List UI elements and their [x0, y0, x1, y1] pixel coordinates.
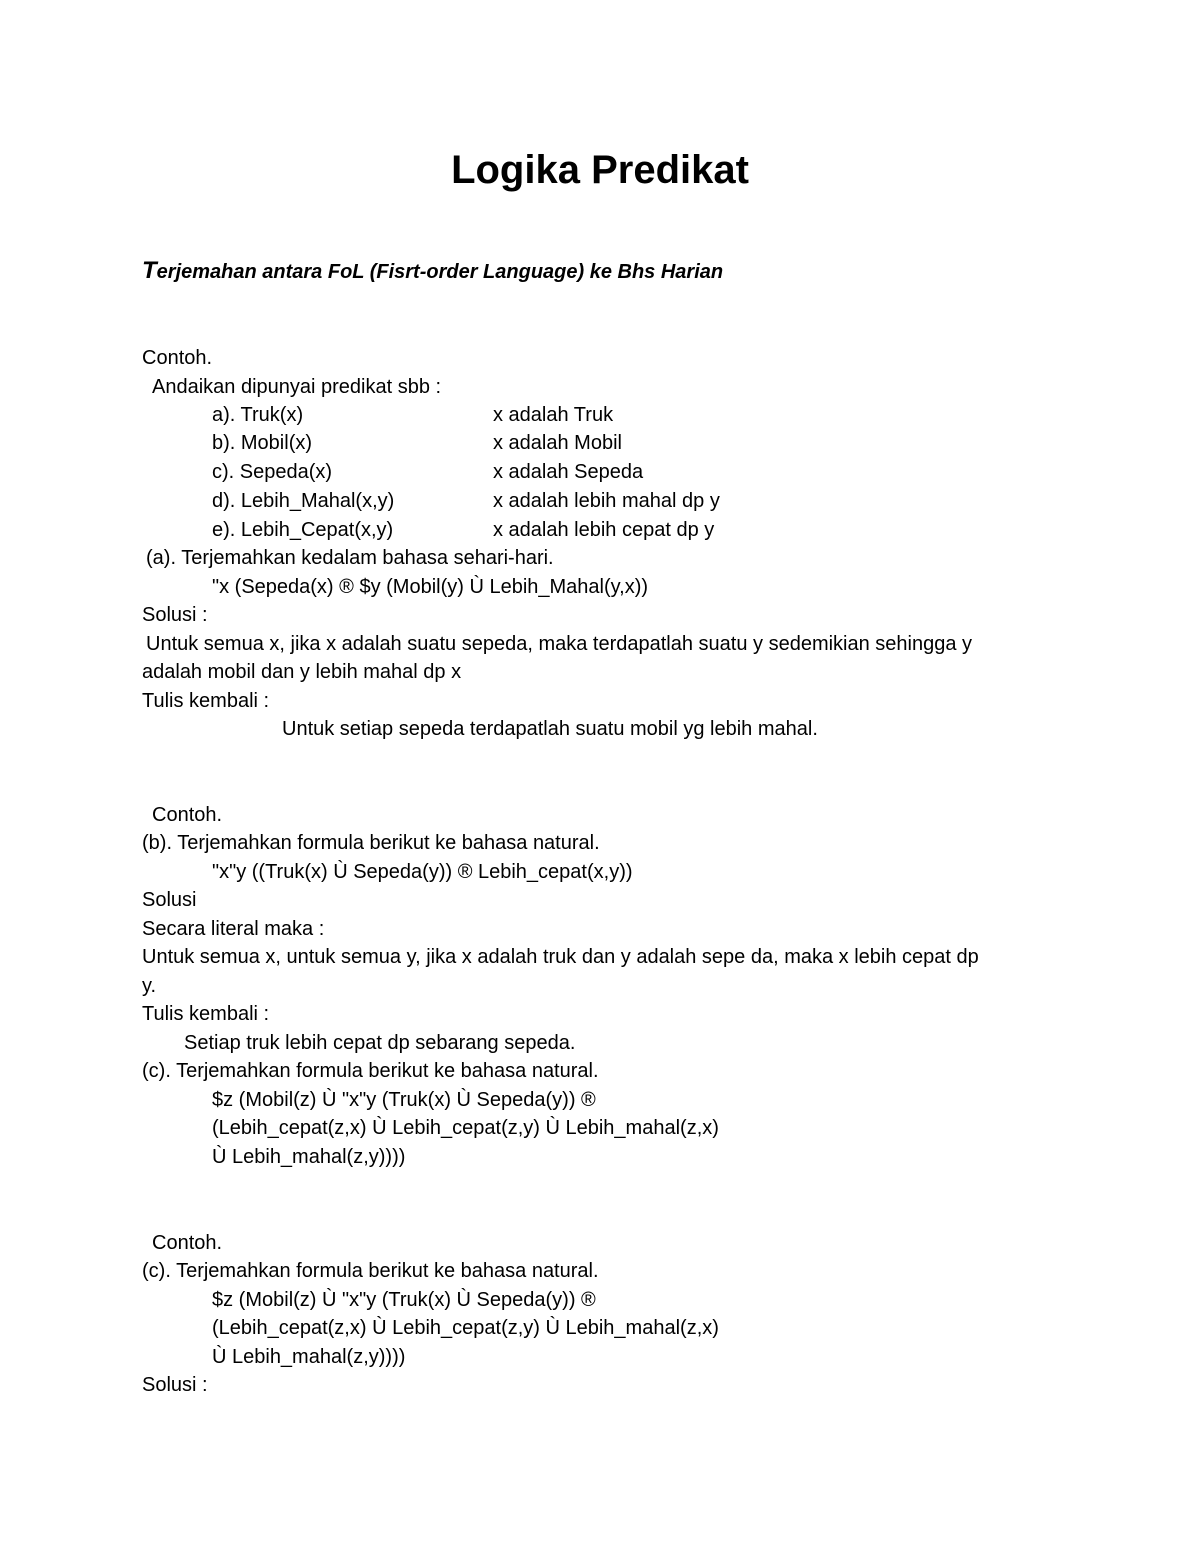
formula-c-line: $z (Mobil(z) Ù "x"y (Truk(x) Ù Sepeda(y)) ® — [212, 1289, 596, 1311]
formula-c-line: Ù Lebih_mahal(z,y)))) — [212, 1346, 406, 1368]
literal-label: Secara literal maka : — [142, 918, 325, 940]
document-subtitle — [142, 258, 723, 285]
example-heading: Contoh. — [152, 804, 223, 826]
predicate-meaning: x adalah Truk — [493, 404, 614, 426]
question-c: (c). Terjemahkan formula berikut ke bahasa natural. — [142, 1060, 599, 1082]
example-heading: Contoh. — [142, 347, 213, 369]
rewrite-label: Tulis kembali : — [142, 1003, 270, 1025]
predicate-formula: c). Sepeda(x) — [212, 461, 333, 483]
formula-b: "x"y ((Truk(x) Ù Sepeda(y)) ® Lebih_cepat(x,y)) — [212, 861, 633, 883]
solution-label: Solusi : — [142, 1374, 208, 1396]
answer-b-line: Untuk semua x, untuk semua y, jika x adalah truk dan y adalah sepe da, maka x lebih cepat dp — [142, 946, 979, 968]
formula-c-line: (Lebih_cepat(z,x) Ù Lebih_cepat(z,y) Ù Lebih_mahal(z,x) — [212, 1317, 719, 1339]
predicate-formula: b). Mobil(x) — [212, 432, 313, 454]
question-a: (a). Terjemahkan kedalam bahasa sehari-hari. — [146, 547, 554, 569]
answer-a-line: Untuk semua x, jika x adalah suatu sepeda, maka terdapatlah suatu y sedemikian sehingga y — [146, 633, 973, 655]
subtitle-rest: erjemahan antara FoL (Fisrt-order Language) ke Bhs Harian — [156, 261, 724, 283]
predicate-meaning: x adalah lebih mahal dp y — [493, 490, 720, 512]
rewrite-b: Setiap truk lebih cepat dp sebarang sepeda. — [184, 1032, 576, 1054]
example-heading: Contoh. — [152, 1232, 223, 1254]
formula-a: "x (Sepeda(x) ® $y (Mobil(y) Ù Lebih_Mahal(y,x)) — [212, 576, 649, 598]
answer-a-line: adalah mobil dan y lebih mahal dp x — [142, 661, 462, 683]
predicate-formula: e). Lebih_Cepat(x,y) — [212, 519, 394, 541]
predicate-meaning: x adalah lebih cepat dp y — [493, 519, 715, 541]
predicate-intro: Andaikan dipunyai predikat sbb : — [152, 376, 442, 398]
predicate-formula: d). Lebih_Mahal(x,y) — [212, 490, 395, 512]
formula-c-line: (Lebih_cepat(z,x) Ù Lebih_cepat(z,y) Ù Lebih_mahal(z,x) — [212, 1117, 719, 1139]
answer-b-line: y. — [142, 975, 157, 997]
question-b: (b). Terjemahkan formula berikut ke bahasa natural. — [142, 832, 600, 854]
predicate-meaning: x adalah Sepeda — [493, 461, 644, 483]
formula-c-line: Ù Lebih_mahal(z,y)))) — [212, 1146, 406, 1168]
formula-c-line: $z (Mobil(z) Ù "x"y (Truk(x) Ù Sepeda(y)) ® — [212, 1089, 596, 1111]
rewrite-label: Tulis kembali : — [142, 690, 270, 712]
document-title: Logika Predikat — [451, 148, 749, 192]
predicate-formula: a). Truk(x) — [212, 404, 304, 426]
rewrite-a: Untuk setiap sepeda terdapatlah suatu mobil yg lebih mahal. — [282, 718, 818, 740]
solution-label: Solusi : — [142, 604, 208, 626]
question-c: (c). Terjemahkan formula berikut ke bahasa natural. — [142, 1260, 599, 1282]
subtitle-initial: T — [142, 257, 157, 284]
solution-label: Solusi — [142, 889, 197, 911]
predicate-meaning: x adalah Mobil — [493, 432, 622, 454]
